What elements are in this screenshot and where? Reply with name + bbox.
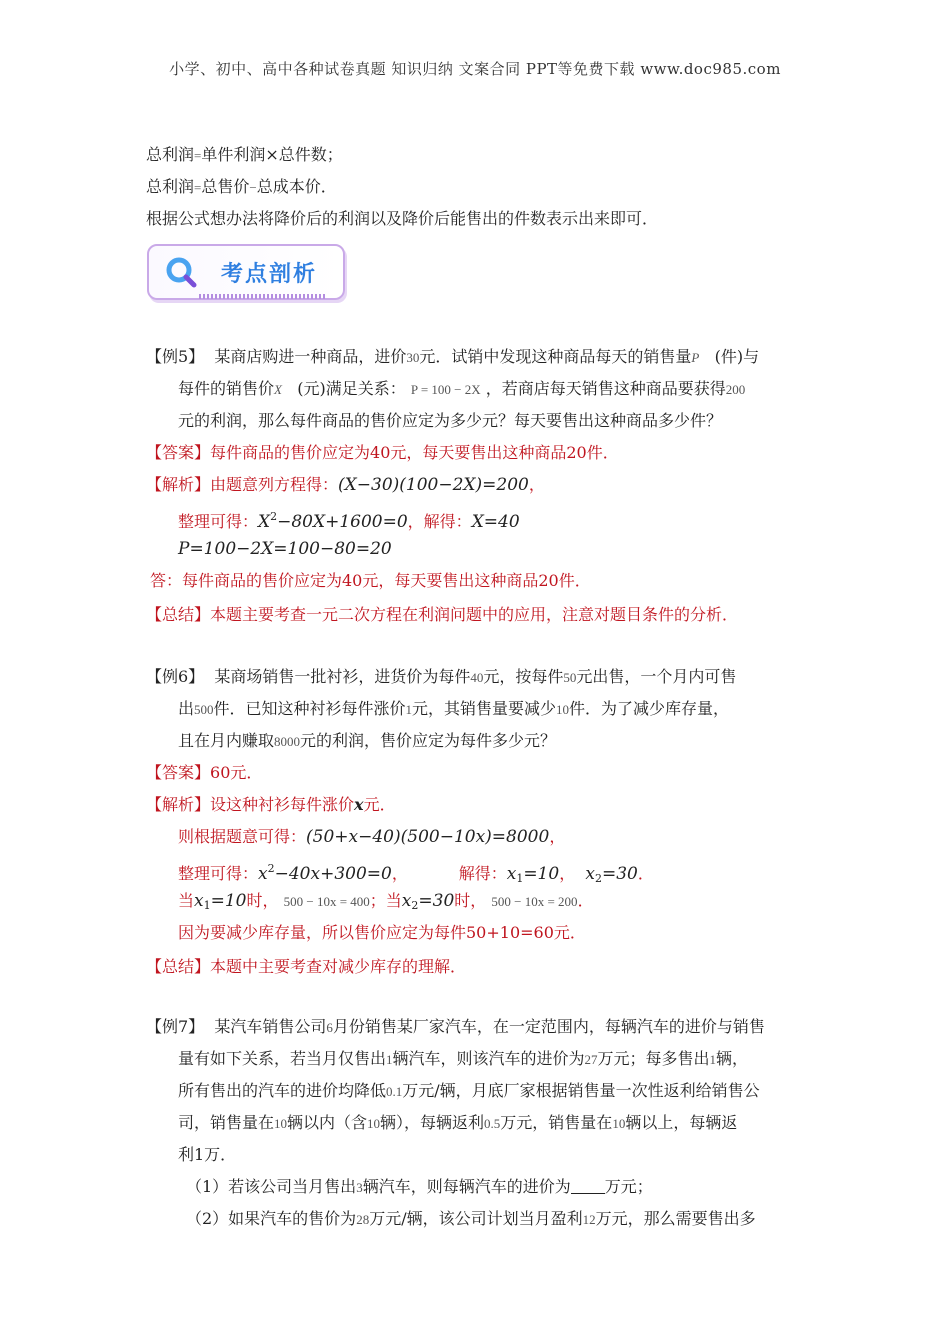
text: ，若商店每天销售这种商品要获得 [485, 379, 726, 398]
text: 某汽车销售公司 [214, 1017, 327, 1036]
exponent: 2 [270, 510, 278, 523]
text: 单件利润 [201, 145, 266, 164]
banner-title: 考点剖析 [221, 262, 318, 287]
ex5-final-answer: 答：每件商品的售价应定为40元，每天要售出这种商品20件． [150, 571, 591, 590]
variable: X [274, 382, 282, 397]
text: 总件数； [278, 145, 343, 164]
number: 27 [584, 1052, 598, 1067]
intro-line-1 [146, 144, 343, 167]
ex5-solution-line-3: P=100−2X=100−80=20 [178, 539, 392, 559]
text: 月份销售某厂家汽车，在一定范围内，每辆汽车的进价与销售 [332, 1017, 765, 1036]
number: 3 [356, 1180, 363, 1195]
answer-tag: 【答案】 [146, 443, 211, 462]
ex6-summary [146, 956, 466, 978]
answer-text: 60元． [210, 763, 263, 782]
text: 辆， [716, 1049, 749, 1068]
subscript: 1 [203, 899, 211, 912]
text: ， [391, 864, 408, 883]
equation: −40x+300=0 [274, 864, 392, 884]
text: 总利润 [146, 145, 195, 164]
text: (元)满足关系： [297, 379, 406, 398]
number: 0.5 [484, 1116, 501, 1131]
text: 元，其销售量要减少 [412, 699, 557, 718]
text: ，解得： [407, 512, 472, 531]
variable: P [691, 350, 700, 365]
ex6-question-line-1 [146, 666, 736, 689]
text: 元出售，一个月内可售 [576, 667, 737, 686]
number: 1 [405, 702, 413, 717]
ex7-question-line-2 [178, 1048, 748, 1071]
text: 元，按每件 [483, 667, 564, 686]
text: 设这种衬衫每件涨价 [210, 795, 355, 814]
number: 10 [556, 702, 570, 717]
text: ． [577, 891, 594, 910]
text: 由题意列方程得： [210, 475, 339, 494]
ex6-solution-line-1 [146, 794, 396, 816]
text: 件．为了减少库存量， [569, 699, 730, 718]
ex5-solution-line-2 [178, 506, 520, 533]
text: 某商场销售一批衬衫，进货价为每件 [214, 667, 471, 686]
variable: x [401, 891, 412, 911]
example-tag: 【例6】 [146, 667, 205, 686]
subscript: 2 [594, 872, 602, 885]
text: 且在月内赚取 [178, 731, 275, 750]
text: 万元/辆，月底厂家根据销售量一次性返利给销售公 [402, 1081, 760, 1100]
intro-line-2 [146, 176, 337, 199]
ex5-question-line-2 [178, 378, 745, 401]
equation: (X−30)(100−2X)=200 [338, 475, 529, 495]
text: 元． [363, 795, 396, 814]
ex6-solution-line-3 [178, 858, 654, 890]
number: 1 [709, 1052, 717, 1067]
ex7-question-line-5: 利1万． [178, 1145, 237, 1164]
ex7-question-line-4 [178, 1112, 737, 1135]
text: 万元，那么需要售出多 [595, 1209, 756, 1228]
number: 500 [194, 702, 214, 717]
summary-tag: 【总结】 [146, 957, 211, 976]
text: 辆汽车，则每辆汽车的进价为 [362, 1177, 571, 1196]
number: 200 [725, 382, 746, 397]
minus-sign: − [249, 180, 257, 195]
magnifier-icon [165, 256, 197, 288]
text: ， [559, 864, 576, 883]
ex7-question-line-1 [146, 1016, 765, 1039]
text: 万元；每多售出 [597, 1049, 710, 1068]
answer-blank [571, 1177, 605, 1194]
text: 辆汽车，则该汽车的进价为 [392, 1049, 585, 1068]
formula: 500 − 10x = 400 [283, 894, 370, 909]
equation: =30 [418, 891, 455, 911]
text: 元的利润，售价应定为每件多少元？ [300, 731, 557, 750]
number: 0.1 [386, 1084, 403, 1099]
formula: 500 − 10x = 200 [491, 894, 578, 909]
text: 辆），每辆返利 [380, 1113, 485, 1132]
intro-line-3: 根据公式想办法将降价后的利润以及降价后能售出的件数表示出来即可． [146, 209, 659, 228]
equation: =30 [601, 864, 638, 884]
variable: x [194, 891, 204, 911]
summary-text: 本题主要考查一元二次方程在利润问题中的应用，注意对题目条件的分析． [210, 605, 739, 624]
text: （2）如果汽车的售价为 [186, 1209, 357, 1228]
variable: x [258, 864, 268, 884]
answer-tag: 【答案】 [146, 763, 211, 782]
text: 则根据题意可得： [178, 827, 307, 846]
text: 总售价 [201, 177, 250, 196]
text: 万元/辆，该公司计划当月盈利 [369, 1209, 583, 1228]
ex6-question-line-3 [178, 730, 556, 753]
ex6-answer [146, 762, 262, 784]
solution-tag: 【解析】 [146, 475, 211, 494]
text: 万元，销售量在 [500, 1113, 613, 1132]
variable: x [585, 864, 595, 884]
text: 万元； [604, 1177, 653, 1196]
text: (件)与 [714, 347, 760, 366]
text: 出 [178, 699, 195, 718]
number: 8000 [274, 734, 301, 749]
ex7-question-line-3 [178, 1080, 760, 1103]
equals-sign: = [194, 148, 202, 163]
formula: P = 100 − 2X [410, 382, 481, 397]
summary-tag: 【总结】 [146, 605, 211, 624]
equation: =10 [210, 891, 247, 911]
ex5-solution-line-1 [146, 474, 545, 496]
ex5-answer [146, 442, 619, 464]
text: 件．已知这种衬衫每件涨价 [213, 699, 406, 718]
text: 每件的销售价 [178, 379, 275, 398]
text: ；当 [369, 891, 402, 910]
example-tag: 【例5】 [146, 347, 205, 366]
text: 司，销售量在 [178, 1113, 275, 1132]
ex5-question-line-1 [146, 346, 759, 369]
number: 10 [274, 1116, 288, 1131]
text: ． [637, 864, 654, 883]
text: （1）若该公司当月售出 [186, 1177, 357, 1196]
text: 时， [454, 891, 487, 910]
variable: x [354, 795, 364, 814]
text: 辆以内（含 [287, 1113, 368, 1132]
solution-tag: 【解析】 [146, 795, 211, 814]
text: ， [549, 827, 566, 846]
ex7-part-1 [186, 1176, 653, 1199]
example-tag: 【例7】 [146, 1017, 205, 1036]
variable: x [506, 864, 517, 884]
number: 40 [470, 670, 484, 685]
number: 30 [406, 350, 420, 365]
number: 28 [356, 1212, 370, 1227]
equation: (50+x−40)(500−10x)=8000 [306, 827, 550, 847]
text: ， [528, 475, 545, 494]
ex6-solution-line-4 [178, 890, 594, 917]
site-header: 小学、初中、高中各种试卷真题 知识归纳 文案合同 PPT等免费下载 www.doc985.com [169, 60, 781, 78]
ex6-question-line-2 [178, 698, 729, 721]
answer-text: 每件商品的售价应定为40元，每天要售出这种商品20件． [210, 443, 619, 462]
ex5-summary [146, 604, 738, 626]
ex5-question-line-3: 元的利润，那么每件商品的售价应定为多少元？每天要售出这种商品多少件？ [178, 411, 723, 430]
equation: X [258, 512, 271, 532]
times-sign: × [265, 145, 279, 164]
text: 时， [246, 891, 279, 910]
number: 6 [326, 1020, 333, 1035]
text: 整理可得： [178, 512, 259, 531]
number: 1 [386, 1052, 393, 1067]
text: 整理可得： [178, 864, 259, 883]
banner-decoration [199, 294, 327, 299]
equals-sign: = [194, 180, 202, 195]
text: 所有售出的汽车的进价均降低 [178, 1081, 387, 1100]
exponent: 2 [267, 862, 275, 875]
text: 总成本价． [256, 177, 337, 196]
text: 某商店购进一种商品，进价 [214, 347, 407, 366]
subscript: 2 [411, 899, 419, 912]
ex6-solution-line-5: 因为要减少库存量，所以售价应定为每件50+10=60元． [178, 923, 586, 942]
number: 12 [582, 1212, 596, 1227]
text: 辆以上，每辆返 [625, 1113, 738, 1132]
summary-text: 本题中主要考查对减少库存的理解． [210, 957, 467, 976]
equation: −80X+1600=0 [277, 512, 408, 532]
text: 解得： [458, 864, 507, 883]
subscript: 1 [516, 872, 524, 885]
text: 总利润 [146, 177, 195, 196]
text: 量有如下关系，若当月仅售出 [178, 1049, 387, 1068]
section-banner [147, 244, 345, 300]
ex6-solution-line-2 [178, 826, 565, 848]
number: 10 [367, 1116, 381, 1131]
text: 元．试销中发现这种商品每天的销售量 [419, 347, 692, 366]
text: 当 [178, 891, 195, 910]
equation: =10 [523, 864, 560, 884]
number: 50 [563, 670, 577, 685]
equation: X=40 [471, 512, 520, 532]
number: 10 [612, 1116, 626, 1131]
ex7-part-2 [186, 1208, 756, 1231]
